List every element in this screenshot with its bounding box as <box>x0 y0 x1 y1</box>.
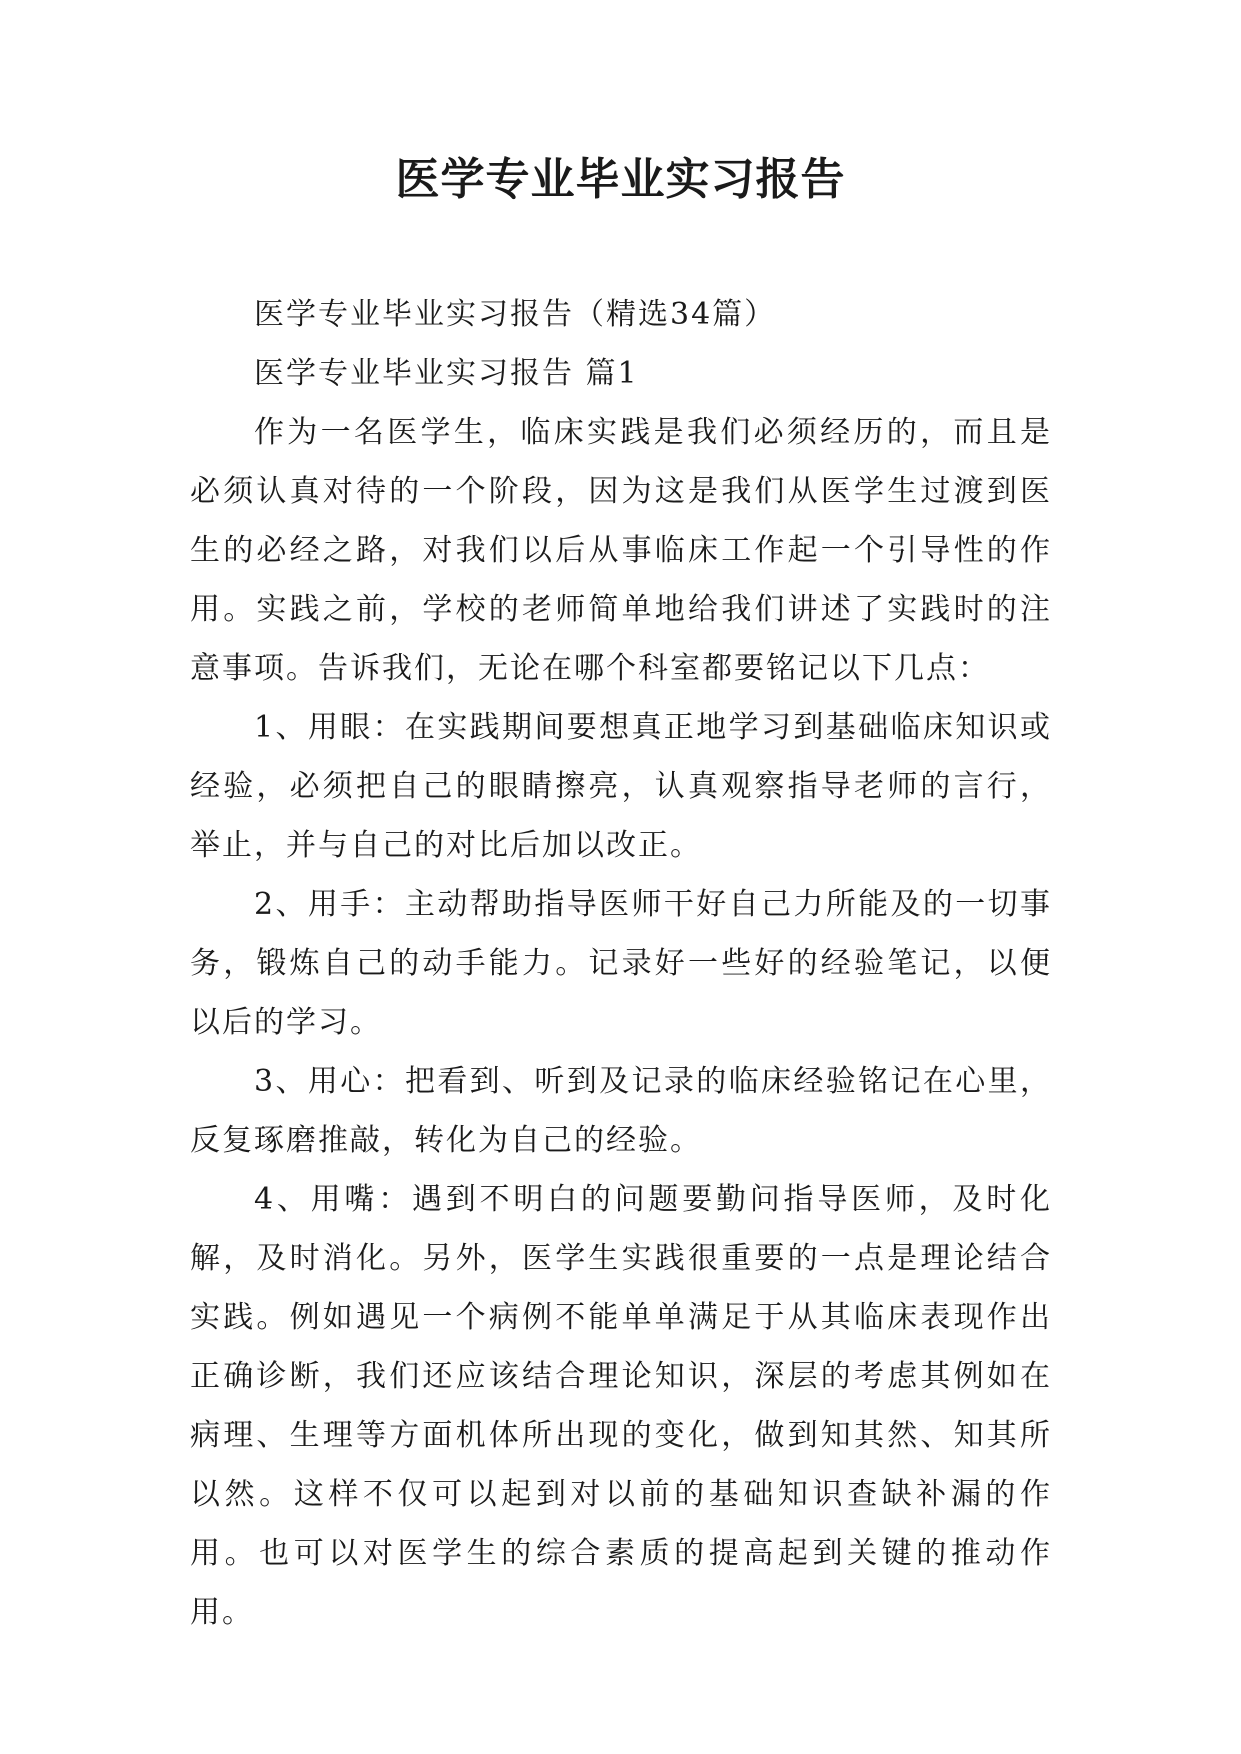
subtitle-paragraph: 医学专业毕业实习报告（精选34篇） <box>254 297 777 332</box>
body-paragraph: 作为一名医学生，临床实践是我们必须经历的，而且是必须认真对待的一个阶段，因为这是我们从医学生过渡到医生的必经之路，对我们以后从事临床工作起一个引导性的作用。实践之前，学校的老师简单地给我们讲述了实践时的注意事项。告诉我们，无论在哪个科室都要铭记以下几点： <box>190 415 1052 686</box>
body-paragraph: 1、用眼：在实践期间要想真正地学习到基础临床知识或经验，必须把自己的眼睛擦亮，认真观察指导老师的言行，举止，并与自己的对比后加以改正。 <box>190 710 1052 863</box>
document-body <box>190 285 1052 1642</box>
section-heading-paragraph: 医学专业毕业实习报告 篇1 <box>254 356 639 391</box>
body-paragraph: 4、用嘴：遇到不明白的问题要勤问指导医师，及时化解，及时消化。另外，医学生实践很重要的一点是理论结合实践。例如遇见一个病例不能单单满足于从其临床表现作出正确诊断，我们还应该结合理论知识，深层的考虑其例如在病理、生理等方面机体所出现的变化，做到知其然、知其所以然。这样不仅可以起到对以前的基础知识查缺补漏的作用。也可以对医学生的综合素质的提高起到关键的推动作用。 <box>190 1182 1052 1630</box>
body-paragraph: 2、用手：主动帮助指导医师干好自己力所能及的一切事务，锻炼自己的动手能力。记录好一些好的经验笔记，以便以后的学习。 <box>190 887 1052 1040</box>
document-title: 医学专业毕业实习报告 <box>395 154 846 205</box>
body-paragraph: 3、用心：把看到、听到及记录的临床经验铭记在心里，反复琢磨推敲，转化为自己的经验。 <box>190 1064 1052 1158</box>
